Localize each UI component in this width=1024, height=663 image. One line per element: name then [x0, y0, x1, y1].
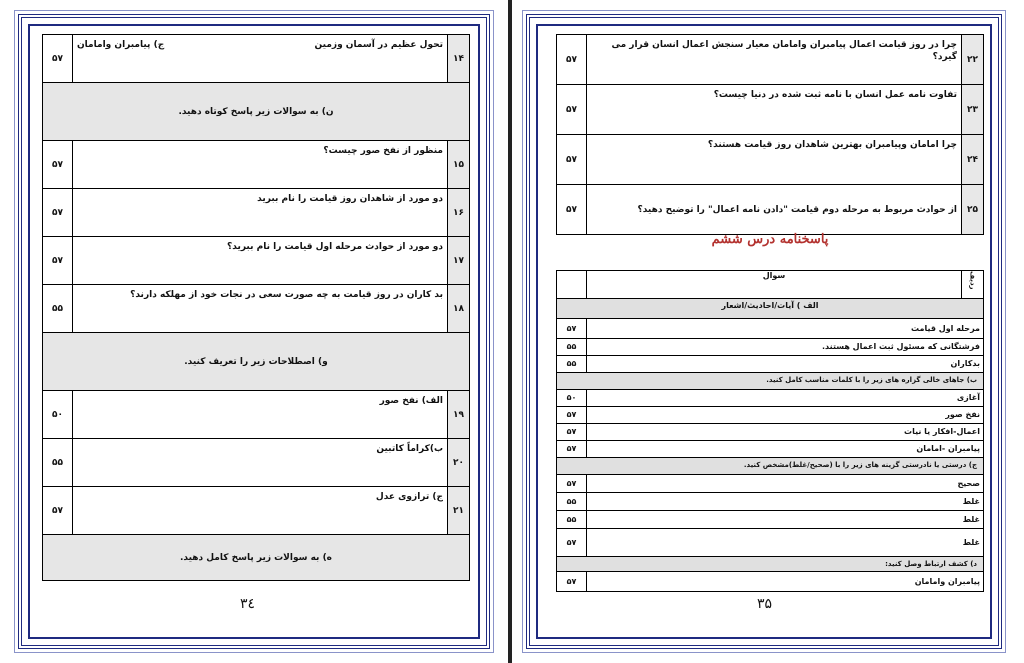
answer-text: غلط	[587, 493, 984, 511]
question-number: ۲۳	[962, 85, 984, 135]
table-row	[43, 35, 470, 83]
score-cell: ۵۷	[557, 135, 587, 185]
answer-row	[557, 475, 984, 493]
header-score	[557, 271, 587, 299]
score-cell: ۵۷	[43, 237, 73, 285]
answer-score: ۵۷	[557, 424, 587, 441]
question-number: ۱۹	[448, 391, 470, 439]
answer-row	[557, 407, 984, 424]
question-text: بد کاران در روز قیامت به چه صورت سعی در نجات خود از مهلکه دارند؟	[73, 285, 448, 333]
answer-row	[557, 441, 984, 458]
question-text: دو مورد از شاهدان روز قیامت را نام ببرید	[73, 189, 448, 237]
table-row	[557, 85, 984, 135]
table-row	[43, 285, 470, 333]
answer-row	[557, 493, 984, 511]
answer-key-title: پاسخنامه درس ششم	[711, 232, 829, 247]
answer-text: صحیح	[587, 475, 984, 493]
table-row	[43, 439, 470, 487]
question-number: ۲۲	[962, 35, 984, 85]
answer-header-row	[557, 271, 984, 299]
section-heading: ن) به سوالات زیر پاسخ کوتاه دهید.	[43, 83, 470, 141]
question-number: ۲۴	[962, 135, 984, 185]
answer-text: اعمال-افکار یا نیات	[587, 424, 984, 441]
question-text: چرا امامان وپیامبران بهترین شاهدان روز قیامت هستند؟	[587, 135, 962, 185]
question-number: ۱۶	[448, 189, 470, 237]
section-heading: ه) به سوالات زیر پاسخ کامل دهید.	[43, 535, 470, 581]
answer-text: پیامبران -امامان	[587, 441, 984, 458]
table-row	[43, 189, 470, 237]
score-cell: ۵۵	[43, 285, 73, 333]
score-cell: ۵۷	[557, 185, 587, 235]
question-text: تفاوت نامه عمل انسان با نامه ثبت شده در دنیا چیست؟	[587, 85, 962, 135]
section-row	[43, 333, 470, 391]
question-text: ب)کراماً کاتبین	[73, 439, 448, 487]
answer-section-row	[557, 373, 984, 390]
answer-section: الف ) آیات/احادیث/اشعار	[557, 299, 984, 319]
question-text: چرا در روز قیامت اعمال پیامبران وامامان معیار سنجش اعمال انسان قرار می گیرد؟	[587, 35, 962, 85]
question-14-option: ج) پیامبران وامامان	[77, 40, 165, 50]
page-number: ۳۵	[757, 596, 773, 612]
answer-text: پیامبران وامامان	[587, 572, 984, 592]
answer-text: مرحله اول قیامت	[587, 319, 984, 339]
table-row	[43, 237, 470, 285]
question-number: ۲۱	[448, 487, 470, 535]
answer-section-row	[557, 458, 984, 475]
answer-row	[557, 339, 984, 356]
question-text: از حوادث مربوط به مرحله دوم قیامت "دادن نامه اعمال" را توضیح دهید؟	[587, 185, 962, 235]
answer-score: ۵۷	[557, 441, 587, 458]
question-number: ۱۷	[448, 237, 470, 285]
right-question-table	[556, 34, 984, 235]
question-number: ۲۵	[962, 185, 984, 235]
table-row	[43, 391, 470, 439]
answer-section: ب) جاهای خالی گزاره های زیر را با کلمات مناسب کامل کنید.	[557, 373, 984, 390]
page-number: ۳٤	[240, 596, 256, 612]
answer-text: غلط	[587, 529, 984, 557]
score-cell: ۵۵	[43, 439, 73, 487]
question-text: دو مورد از حوادث مرحله اول قیامت را نام ببرید؟	[73, 237, 448, 285]
answer-text: فرشتگانی که مسئول ثبت اعمال هستند.	[587, 339, 984, 356]
answer-text: غلط	[587, 511, 984, 529]
answer-score: ۵۷	[557, 319, 587, 339]
answer-score: ۵۵	[557, 356, 587, 373]
question-number: ۱۵	[448, 141, 470, 189]
answer-score: ۵۰	[557, 390, 587, 407]
answer-score: ۵۵	[557, 339, 587, 356]
answer-text: آغازی	[587, 390, 984, 407]
left-page	[0, 0, 508, 663]
answer-score: ۵۷	[557, 475, 587, 493]
question-number: ۱۸	[448, 285, 470, 333]
score-cell: ۵۷	[557, 35, 587, 85]
score-cell: ۵۷	[557, 85, 587, 135]
section-heading: و) اصطلاحات زیر را تعریف کنید.	[43, 333, 470, 391]
answer-score: ۵۷	[557, 529, 587, 557]
question-text: منظور از نفخ صور چیست؟	[73, 141, 448, 189]
score-cell: ۵۷	[43, 35, 73, 83]
score-cell: ۵۷	[43, 189, 73, 237]
answer-score: ۵۵	[557, 511, 587, 529]
section-row	[43, 83, 470, 141]
answer-text: بدکاران	[587, 356, 984, 373]
answer-score: ۵۷	[557, 572, 587, 592]
answer-score: ۵۷	[557, 407, 587, 424]
answer-row	[557, 390, 984, 407]
score-cell: ۵۰	[43, 391, 73, 439]
table-row	[43, 487, 470, 535]
answer-text: نفخ صور	[587, 407, 984, 424]
answer-row	[557, 511, 984, 529]
table-row	[557, 135, 984, 185]
answer-row	[557, 319, 984, 339]
answer-row	[557, 529, 984, 557]
question-14-text: تحول عظیم در آسمان وزمین	[314, 40, 443, 50]
answer-row	[557, 356, 984, 373]
answer-section-row	[557, 299, 984, 319]
header-question-label: سوال	[587, 271, 962, 299]
score-cell: ۵۷	[43, 141, 73, 189]
section-row	[43, 535, 470, 581]
table-row	[557, 35, 984, 85]
answer-row	[557, 424, 984, 441]
table-row	[43, 141, 470, 189]
answer-key-table	[556, 270, 984, 592]
left-question-table	[42, 34, 470, 581]
score-cell: ۵۷	[43, 487, 73, 535]
answer-section-row	[557, 557, 984, 572]
table-row	[557, 185, 984, 235]
answer-section: ج) درستی یا نادرستی گزینه های زیر را با (صحیح/غلط)مشخص کنید.	[557, 458, 984, 475]
answer-section: د) کشف ارتباط وصل کنید:	[557, 557, 984, 572]
header-row-label: ردیف	[962, 271, 984, 299]
answer-score: ۵۵	[557, 493, 587, 511]
answer-row	[557, 572, 984, 592]
question-number: ۱۴	[448, 35, 470, 83]
question-text: ج) ترازوی عدل	[73, 487, 448, 535]
question-number: ۲۰	[448, 439, 470, 487]
question-text	[73, 35, 448, 83]
question-text: الف) نفخ صور	[73, 391, 448, 439]
